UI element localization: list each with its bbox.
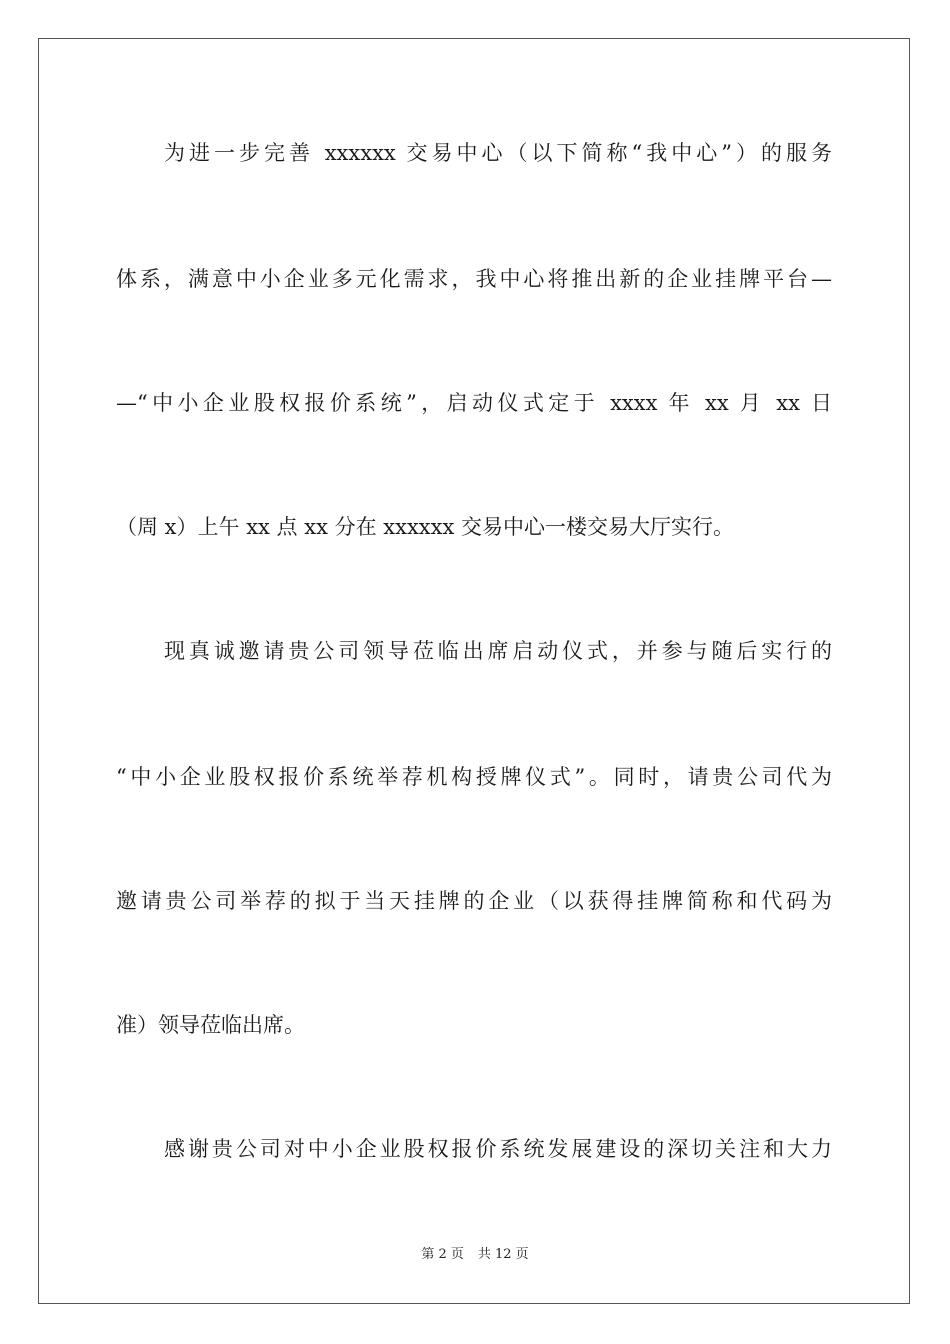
page-border (38, 38, 910, 1304)
paragraph-1-line-1: 为进一步完善 xxxxxx 交易中心（以下简称“我中心”）的服务 (164, 141, 832, 165)
paragraph-2-line-4: 准）领导莅临出席。 (116, 1013, 305, 1037)
page-number: 第 2 页 (421, 1247, 464, 1262)
paragraph-2-line-1: 现真诚邀请贵公司领导莅临出席启动仪式，并参与随后实行的 (164, 639, 832, 663)
paragraph-2-line-3: 邀请贵公司举荐的拟于当天挂牌的企业（以获得挂牌简称和代码为 (116, 889, 832, 913)
paragraph-1-line-3: —“中小企业股权报价系统”，启动仪式定于 xxxx 年 xx 月 xx 日 (116, 391, 832, 415)
paragraph-2-line-2: “中小企业股权报价系统举荐机构授牌仪式”。同时，请贵公司代为 (116, 765, 832, 789)
page-total: 共 12 页 (477, 1247, 529, 1262)
paragraph-1-line-4: （周 x）上午 xx 点 xx 分在 xxxxxx 交易中心一楼交易大厅实行。 (116, 515, 735, 539)
paragraph-1-line-2: 体系，满意中小企业多元化需求，我中心将推出新的企业挂牌平台— (116, 267, 832, 291)
paragraph-3-line-1: 感谢贵公司对中小企业股权报价系统发展建设的深切关注和大力 (164, 1137, 832, 1161)
page-footer (0, 1245, 950, 1265)
